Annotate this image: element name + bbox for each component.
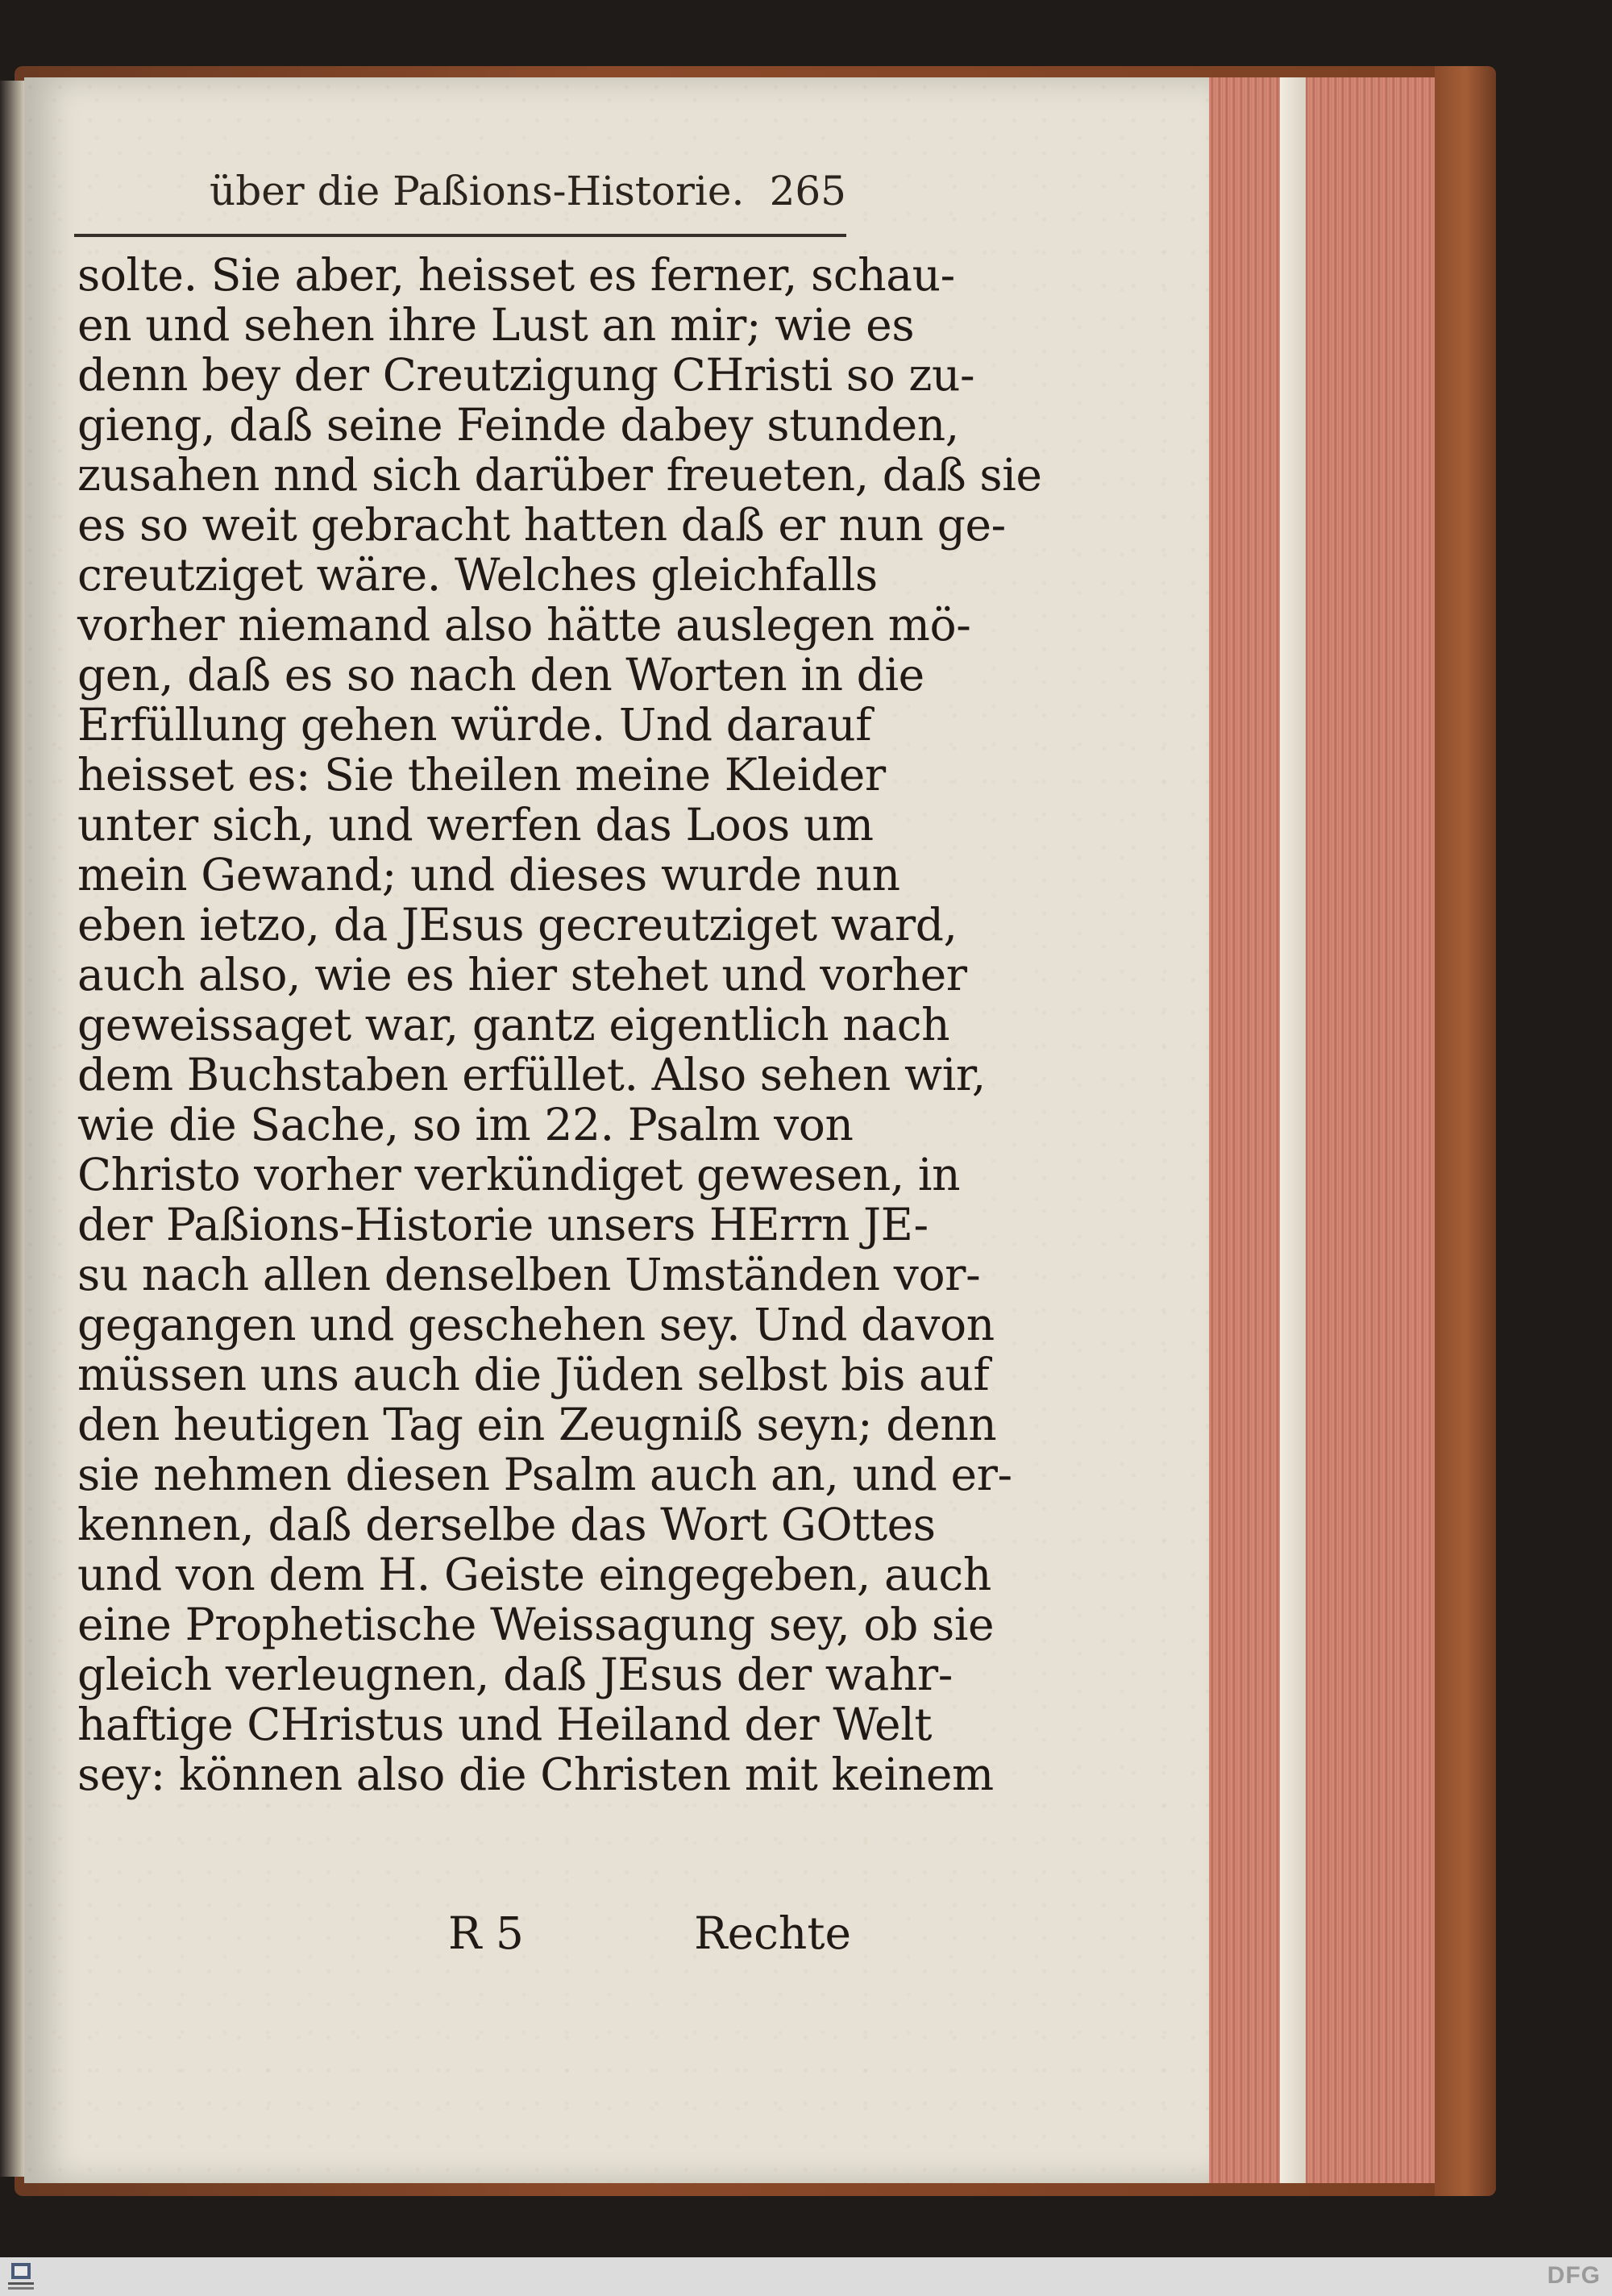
page-number: 265 [769, 168, 846, 214]
text-line: gen, daß es so nach den Worten in die [77, 649, 924, 701]
body-text [77, 249, 1042, 1800]
book-spine [1435, 66, 1496, 2196]
text-line: gieng, daß seine Feinde dabey stunden, [77, 399, 959, 451]
page-block-edges [1193, 77, 1435, 2183]
text-line: müssen uns auch die Jüden selbst bis auf [77, 1349, 990, 1400]
header-rule [74, 234, 846, 237]
text-line: vorher niemand also hätte auslegen mö- [77, 599, 971, 651]
dfg-logo: DFG [1547, 2262, 1601, 2289]
text-line: Christo vorher verkündiget gewesen, in [77, 1149, 961, 1200]
text-line: unter sich, und werfen das Loos um [77, 799, 874, 851]
text-line: eben ietzo, da JEsus gecreutziget ward, [77, 899, 958, 950]
text-line: wie die Sache, so im 22. Psalm von [77, 1099, 854, 1150]
page-edge-band [1280, 77, 1306, 2183]
text-line: dem Buchstaben erfüllet. Also sehen wir, [77, 1049, 986, 1100]
text-line: den heutigen Tag ein Zeugniß seyn; denn [77, 1399, 997, 1450]
text-line: geweissaget war, gantz eigentlich nach [77, 999, 950, 1050]
text-line: und von dem H. Geiste eingegeben, auch [77, 1549, 991, 1600]
signature-mark: R 5 [448, 1907, 524, 1959]
text-line: eine Prophetische Weissagung sey, ob sie [77, 1599, 995, 1650]
text-line: solte. Sie aber, heisset es ferner, schau- [77, 249, 955, 301]
text-line: haftige CHristus und Heiland der Welt [77, 1699, 933, 1750]
text-line: auch also, wie es hier stehet und vorher [77, 949, 967, 1000]
text-line: gegangen und geschehen sey. Und davon [77, 1299, 995, 1350]
text-line: der Paßions-Historie unsers HErrn JE- [77, 1199, 929, 1250]
text-line: en und sehen ihre Lust an mir; wie es [77, 299, 915, 351]
text-line: heisset es: Sie theilen meine Kleider [77, 749, 886, 801]
text-line: zusahen nnd sich darüber freueten, daß sie [77, 449, 1042, 501]
page-footer [77, 1907, 851, 1964]
text-line: sey: können also die Christen mit keinem [77, 1749, 994, 1800]
viewer-footer-bar [0, 2257, 1612, 2296]
text-line: su nach allen denselben Umständen vor- [77, 1249, 981, 1300]
text-line: sie nehmen diesen Psalm auch an, und er- [77, 1449, 1012, 1500]
facing-page-edge [0, 81, 24, 2177]
text-line: kennen, daß derselbe das Wort GOttes [77, 1499, 936, 1550]
text-line: mein Gewand; und dieses wurde nun [77, 849, 900, 901]
text-line: denn bey der Creutzigung CHristi so zu- [77, 349, 975, 401]
text-line: Erfüllung gehen würde. Und darauf [77, 699, 872, 751]
library-logo-icon [5, 2260, 37, 2294]
text-line: creutziget wäre. Welches gleichfalls [77, 549, 878, 601]
text-line: gleich verleugnen, daß JEsus der wahr- [77, 1649, 953, 1700]
running-title: über die Paßions-Historie. [210, 168, 745, 214]
running-head [81, 168, 846, 224]
text-line: es so weit gebracht hatten daß er nun ge- [77, 499, 1006, 551]
catchword: Rechte [694, 1907, 851, 1959]
